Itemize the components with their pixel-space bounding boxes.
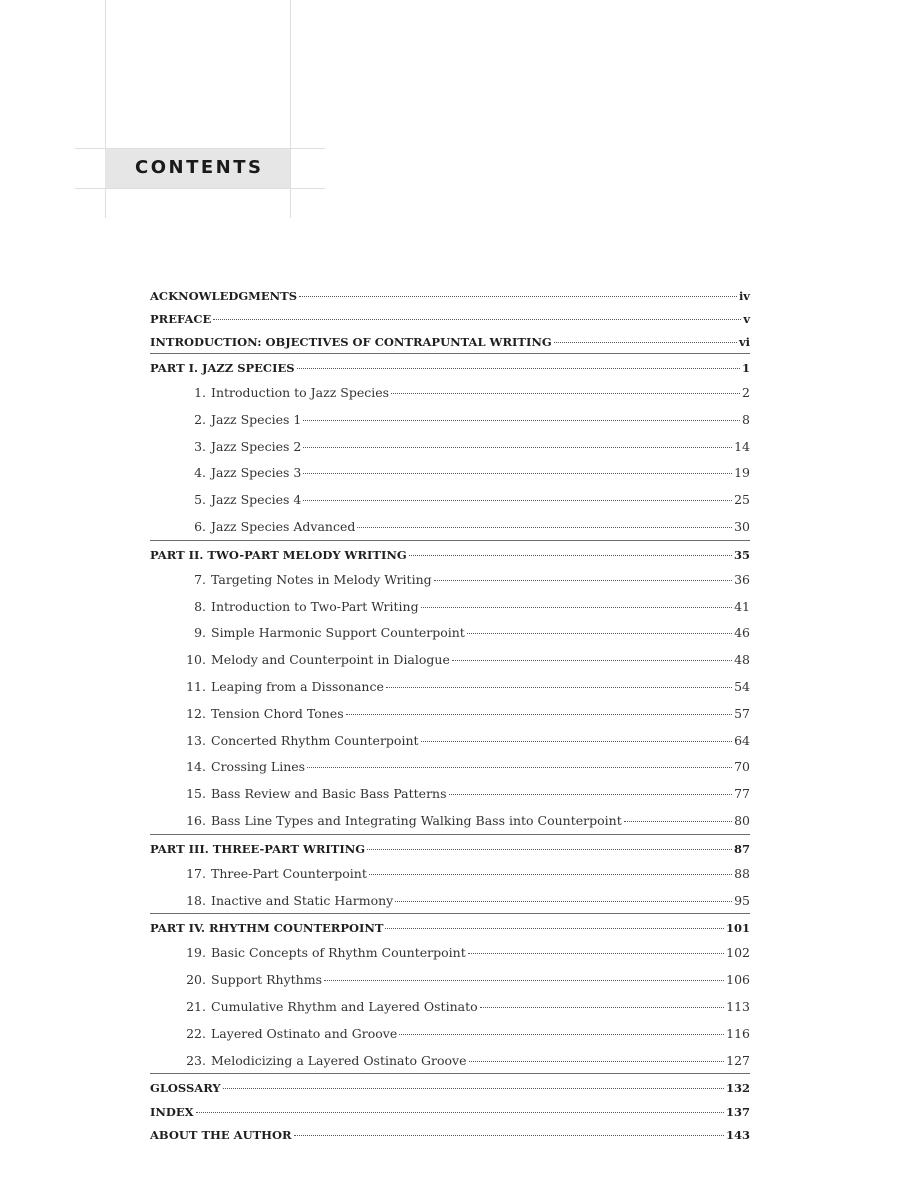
chapter-number: 7. — [194, 571, 206, 587]
entry-label: Crossing Lines — [211, 759, 306, 775]
page-number: 2 — [742, 385, 750, 400]
frame-line-right — [290, 0, 291, 218]
page-number: 113 — [726, 998, 750, 1014]
toc-chapter-entry[interactable] — [150, 673, 750, 700]
page-number: 70 — [734, 759, 750, 775]
entry-label: PART IV. RHYTHM COUNTERPOINT — [150, 921, 384, 936]
page-number: 19 — [734, 465, 750, 481]
entry-label: Jazz Species 4 — [211, 492, 302, 508]
toc-chapter-entry[interactable] — [150, 513, 750, 540]
page-number: 36 — [734, 571, 750, 587]
entry-label: GLOSSARY — [150, 1081, 221, 1096]
chapter-number: 19. — [186, 945, 206, 961]
chapter-number: 13. — [186, 732, 206, 748]
toc-chapter-entry[interactable] — [150, 966, 750, 993]
chapter-number: 15. — [186, 786, 206, 802]
page-number: 127 — [726, 1052, 750, 1068]
page-number: 132 — [725, 1081, 750, 1096]
chapter-number: 1. — [194, 385, 206, 400]
dot-leader — [468, 953, 724, 954]
toc-chapter-entry[interactable] — [150, 993, 750, 1020]
dot-leader — [399, 1034, 724, 1035]
dot-leader — [391, 393, 740, 394]
toc-chapter-entry[interactable] — [150, 1020, 750, 1047]
dot-leader — [307, 767, 732, 768]
page-number: vi — [738, 335, 750, 349]
toc-chapter-entry[interactable] — [150, 566, 750, 593]
dot-leader — [367, 849, 732, 850]
chapter-number: 21. — [186, 998, 206, 1014]
entry-label: ABOUT THE AUTHOR — [150, 1128, 292, 1143]
page-number: 25 — [734, 492, 750, 508]
page-number: 102 — [726, 945, 750, 961]
entry-label: Basic Concepts of Rhythm Counterpoint — [211, 945, 466, 961]
chapter-number: 18. — [186, 892, 206, 908]
chapter-number: 3. — [194, 438, 206, 454]
toc-part-heading[interactable] — [150, 834, 750, 860]
dot-leader — [449, 794, 733, 795]
chapter-number: 20. — [186, 972, 206, 988]
toc-part-heading[interactable] — [150, 353, 750, 379]
dot-leader — [624, 821, 732, 822]
chapter-number: 10. — [186, 652, 206, 668]
dot-leader — [434, 580, 732, 581]
entry-label: Introduction to Two-Part Writing — [211, 598, 419, 614]
page-number: 137 — [725, 1105, 750, 1120]
dot-leader — [480, 1007, 725, 1008]
toc-chapter-entry[interactable] — [150, 593, 750, 620]
page-number: 35 — [733, 547, 750, 562]
entry-label: PREFACE — [150, 312, 212, 326]
entry-label: Three-Part Counterpoint — [211, 865, 367, 881]
entry-label: Tension Chord Tones — [211, 705, 344, 721]
toc-chapter-entry[interactable] — [150, 939, 750, 966]
entry-label: Layered Ostinato and Groove — [211, 1025, 398, 1041]
dot-leader — [297, 368, 740, 369]
page-number: 80 — [734, 812, 750, 828]
toc-back-entry[interactable] — [150, 1073, 750, 1100]
page-number: v — [743, 312, 750, 326]
toc-chapter-entry[interactable] — [150, 406, 750, 433]
dot-leader — [395, 901, 732, 902]
toc-chapter-entry[interactable] — [150, 860, 750, 887]
toc-chapter-entry[interactable] — [150, 1047, 750, 1074]
chapter-number: 17. — [186, 865, 206, 881]
entry-label: Support Rhythms — [211, 972, 322, 988]
toc-back-entry[interactable] — [150, 1123, 750, 1146]
toc-back-entry[interactable] — [150, 1100, 750, 1123]
dot-leader — [421, 741, 733, 742]
chapter-number: 8. — [194, 598, 206, 614]
entry-label: Jazz Species 2 — [211, 438, 302, 454]
dot-leader — [467, 633, 732, 634]
entry-label: Jazz Species 1 — [211, 411, 302, 427]
dot-leader — [324, 980, 724, 981]
toc-chapter-entry[interactable] — [150, 700, 750, 727]
toc-chapter-entry[interactable] — [150, 433, 750, 460]
toc-part-heading[interactable] — [150, 913, 750, 939]
entry-label: Leaping from a Dissonance — [211, 678, 384, 694]
entry-label: Simple Harmonic Support Counterpoint — [211, 625, 465, 641]
page-number: 41 — [734, 598, 750, 614]
entry-label: Targeting Notes in Melody Writing — [211, 571, 432, 587]
dot-leader — [303, 420, 740, 421]
entry-label: Bass Review and Basic Bass Patterns — [211, 786, 447, 802]
dot-leader — [369, 874, 732, 875]
chapter-number: 22. — [186, 1025, 206, 1041]
dot-leader — [196, 1112, 724, 1113]
chapter-number: 5. — [194, 492, 206, 508]
toc-chapter-entry[interactable] — [150, 646, 750, 673]
page-number: 8 — [742, 411, 750, 427]
page-number: 95 — [734, 892, 750, 908]
page-number: 57 — [734, 705, 750, 721]
page-number: 46 — [734, 625, 750, 641]
entry-label: Introduction to Jazz Species — [211, 385, 390, 400]
entry-label: Jazz Species Advanced — [211, 518, 356, 534]
toc-chapter-entry[interactable] — [150, 459, 750, 486]
entry-label: Melody and Counterpoint in Dialogue — [211, 652, 450, 668]
entry-label: PART II. TWO-PART MELODY WRITING — [150, 547, 407, 562]
entry-label: ACKNOWLEDGMENTS — [150, 289, 298, 303]
chapter-number: 9. — [194, 625, 206, 641]
toc-chapter-entry[interactable] — [150, 807, 750, 834]
page-number: 116 — [726, 1025, 750, 1041]
frame-line-bottom — [75, 188, 325, 189]
toc-front-entry[interactable] — [150, 284, 750, 307]
toc-chapter-entry[interactable] — [150, 727, 750, 754]
toc-chapter-entry[interactable] — [150, 887, 750, 914]
toc-chapter-entry[interactable] — [150, 780, 750, 807]
toc-part-heading[interactable] — [150, 540, 750, 566]
chapter-number: 12. — [186, 705, 206, 721]
chapter-number: 14. — [186, 759, 206, 775]
dot-leader — [294, 1135, 724, 1136]
dot-leader — [213, 319, 741, 320]
entry-label: INTRODUCTION: OBJECTIVES OF CONTRAPUNTAL WRITING — [150, 335, 552, 349]
page-number: iv — [738, 289, 750, 303]
dot-leader — [346, 714, 732, 715]
entry-label: Jazz Species 3 — [211, 465, 302, 481]
page-number: 77 — [734, 786, 750, 802]
dot-leader — [303, 447, 732, 448]
dot-leader — [452, 660, 732, 661]
entry-label: Bass Line Types and Integrating Walking Bass into Counterpoint — [211, 812, 622, 828]
toc-chapter-entry[interactable] — [150, 753, 750, 780]
chapter-number: 23. — [186, 1052, 206, 1068]
dot-leader — [303, 500, 732, 501]
page-number: 64 — [734, 732, 750, 748]
entry-label: Inactive and Static Harmony — [211, 892, 394, 908]
chapter-number: 2. — [194, 411, 206, 427]
table-of-contents — [150, 284, 750, 1146]
page-number: 87 — [733, 841, 750, 856]
page-number: 54 — [734, 678, 750, 694]
chapter-number: 6. — [194, 518, 206, 534]
toc-chapter-entry[interactable] — [150, 619, 750, 646]
entry-label: Concerted Rhythm Counterpoint — [211, 732, 419, 748]
page-number: 14 — [734, 438, 750, 454]
toc-chapter-entry[interactable] — [150, 486, 750, 513]
dot-leader — [469, 1061, 725, 1062]
toc-front-entry[interactable] — [150, 307, 750, 330]
page-title: CONTENTS — [135, 157, 264, 178]
page-number: 88 — [734, 865, 750, 881]
page-number: 30 — [734, 518, 750, 534]
chapter-number: 11. — [186, 678, 206, 694]
dot-leader — [385, 928, 724, 929]
dot-leader — [409, 555, 732, 556]
entry-label: INDEX — [150, 1105, 194, 1120]
page-number: 48 — [734, 652, 750, 668]
page-number: 106 — [726, 972, 750, 988]
entry-label: Melodicizing a Layered Ostinato Groove — [211, 1052, 467, 1068]
page-number: 1 — [741, 361, 750, 375]
dot-leader — [386, 687, 732, 688]
dot-leader — [421, 607, 732, 608]
toc-front-entry[interactable] — [150, 330, 750, 353]
dot-leader — [299, 296, 737, 297]
dot-leader — [303, 473, 732, 474]
toc-chapter-entry[interactable] — [150, 379, 750, 406]
dot-leader — [554, 342, 737, 343]
chapter-number: 16. — [186, 812, 206, 828]
entry-label: Cumulative Rhythm and Layered Ostinato — [211, 998, 478, 1014]
entry-label: PART III. THREE-PART WRITING — [150, 841, 366, 856]
dot-leader — [357, 527, 732, 528]
page-number: 143 — [725, 1128, 750, 1143]
page-number: 101 — [725, 921, 750, 936]
dot-leader — [223, 1088, 724, 1089]
chapter-number: 4. — [194, 465, 206, 481]
entry-label: PART I. JAZZ SPECIES — [150, 361, 295, 375]
